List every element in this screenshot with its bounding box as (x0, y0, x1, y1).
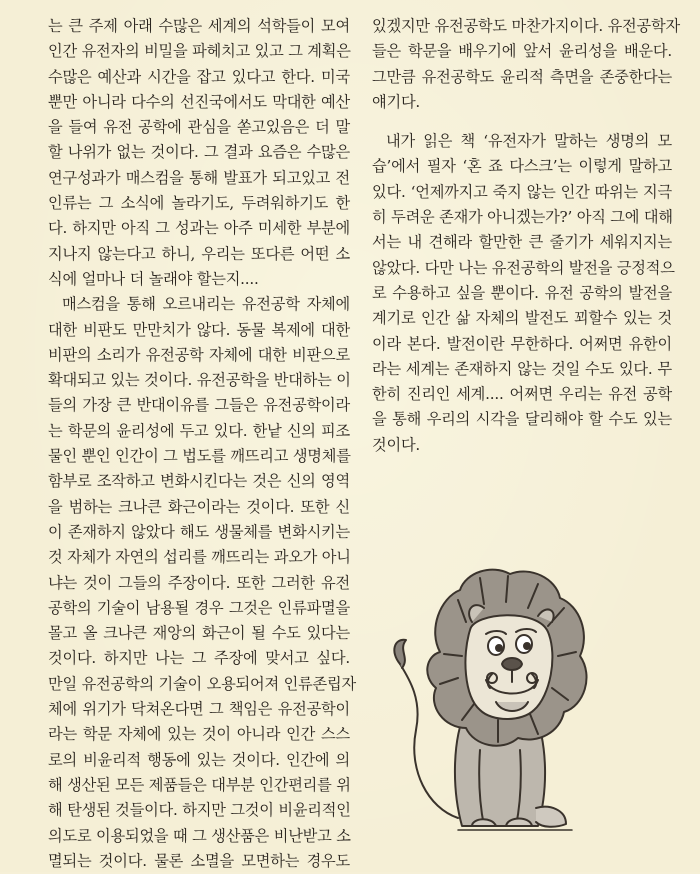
text-line: 몰고 올 크나큰 재앙의 화근이 될 수도 있다는 (48, 624, 350, 643)
text-line: 것이다. (372, 435, 421, 454)
text-line: 연구성과가 매스컴을 통해 발표가 되고있고 전 (48, 168, 350, 187)
text-line: 있겠지만 유전공학도 마찬가지이다. 유전공학자 (372, 17, 680, 35)
text-line: 이 존재하지 않았다 해도 생물체를 변화시키는 (48, 522, 350, 541)
text-line: 인간 유전자의 비밀을 파헤치고 있고 그 계획은 (48, 42, 351, 61)
text-line: 할 나위가 없는 것이다. 그 결과 요즘은 수많은 (48, 143, 350, 162)
text-line: 비판의 소리가 유전공학 자체에 대한 비판으로 (48, 345, 350, 364)
text-line: 라는 학문 자체에 있는 것이 아니라 인간 스스 (48, 725, 350, 744)
text-line: 서는 내 견해라 할만한 큰 줄기가 세워지지는 (372, 233, 672, 252)
text-line: 공학의 기술이 남용될 경우 그것은 인류파멸을 (48, 598, 350, 617)
text-line: 습’에서 필자 ‘혼 죠 다스크’는 이렇게 말하고 (372, 157, 672, 176)
text-line: 내가 읽은 책 ‘유전자가 말하는 생명의 모 (386, 132, 672, 151)
text-line: 지나지 않는다고 하니, 우리는 또다른 어떤 소 (48, 244, 350, 263)
text-line: 있다. ‘언제까지고 죽지 않는 인간 따위는 지극 (372, 182, 672, 201)
text-line: 해 탄생된 것들이다. 하지만 그것이 비윤리적인 (48, 801, 351, 820)
right-text-column (372, 14, 680, 458)
text-line: 들은 학문을 배우기에 앞서 윤리성을 배운다. (372, 42, 672, 61)
text-line: 뿐만 아니라 다수의 선진국에서도 막대한 예산 (48, 92, 350, 111)
text-line: 인류는 그 소식에 놀라기도, 두려워하기도 한 (48, 194, 350, 213)
text-line: 의도로 이용되었을 때 그 생산품은 비난받고 소 (48, 826, 351, 845)
text-line: 얘기다. (372, 92, 421, 111)
text-line: 그만큼 유전공학도 윤리적 측면을 존중한다는 (372, 67, 672, 86)
text-line: 라는 세계는 존재하지 않는 것일 수도 있다. 무 (372, 359, 672, 378)
text-line: 을 들여 유전 공학에 관심을 쏟고있음은 더 말 (48, 118, 350, 137)
text-line: 계기로 인간 삶 자체의 발전도 꾀할수 있는 것 (372, 309, 672, 328)
text-line: 는 큰 주제 아래 수많은 세계의 석학들이 모여 (48, 17, 350, 35)
text-line: 냐는 것이 그들의 주장이다. 또한 그러한 유전 (48, 573, 350, 592)
left-text-column (48, 14, 356, 874)
text-line: 로의 비윤리적 행동에 있는 것이다. 인간에 의 (48, 750, 350, 769)
text-line: 들의 가장 큰 반대이유를 그들은 유전공학이라 (48, 396, 350, 415)
text-line: 물인 뿐인 인간이 그 법도를 깨뜨리고 생명체를 (48, 447, 351, 466)
text-line: 멸되는 것이다. 물론 소멸을 모면하는 경우도 (48, 851, 350, 870)
text-line: 확대되고 있는 것이다. 유전공학을 반대하는 이 (48, 371, 351, 390)
text-line: 한히 진리인 세계.... 어쩌면 우리는 유전 공학 (372, 385, 672, 404)
text-line: 다. 하지만 아직 그 성과는 아주 미세한 부분에 (48, 219, 350, 238)
text-line: 않았다. 다만 나는 유전공학의 발전을 긍정적으 (372, 258, 675, 277)
text-line: 히 두려운 존재가 아니겠는가?’ 아직 그에 대해 (372, 208, 673, 227)
text-line: 것 자체가 자연의 섭리를 깨뜨리는 과오가 아니 (48, 548, 351, 567)
text-line: 만일 유전공학의 기술이 오용되어져 인류존립자 (48, 674, 356, 693)
text-line: 해 생산된 모든 제품들은 대부분 인간편리를 위 (48, 775, 351, 794)
text-line: 식에 얼마나 더 놀래야 할는지.... (48, 269, 259, 288)
cartoon-lion-illustration (388, 560, 608, 860)
text-line: 는 학문의 윤리성에 두고 있다. 한낱 신의 피조 (48, 421, 350, 440)
paragraph-gap (372, 115, 672, 129)
lion-icon (388, 560, 608, 860)
text-line: 수많은 예산과 시간을 잡고 있다고 한다. 미국 (48, 67, 350, 86)
text-line: 을 통해 우리의 시각을 달리해야 할 수도 있는 (372, 410, 672, 429)
text-line: 체에 위기가 닥쳐온다면 그 책임은 유전공학이 (48, 700, 350, 719)
text-line: 대한 비판도 만만치가 않다. 동물 복제에 대한 (48, 320, 350, 339)
text-line: 함부로 조작하고 변화시킨다는 것은 신의 영역 (48, 472, 350, 491)
text-line: 로 수용하고 싶을 뿐이다. 유전 공학의 발전을 (372, 283, 672, 302)
text-line: 매스컴을 통해 오르내리는 유전공학 자체에 (62, 295, 350, 314)
text-line: 것이다. 하지만 나는 그 주장에 맞서고 싶다. (48, 649, 350, 668)
text-line: 을 범하는 크나큰 화근이라는 것이다. 또한 신 (48, 497, 350, 516)
text-line: 이라 본다. 발전이란 무한하다. 어쩌면 유한이 (372, 334, 672, 353)
